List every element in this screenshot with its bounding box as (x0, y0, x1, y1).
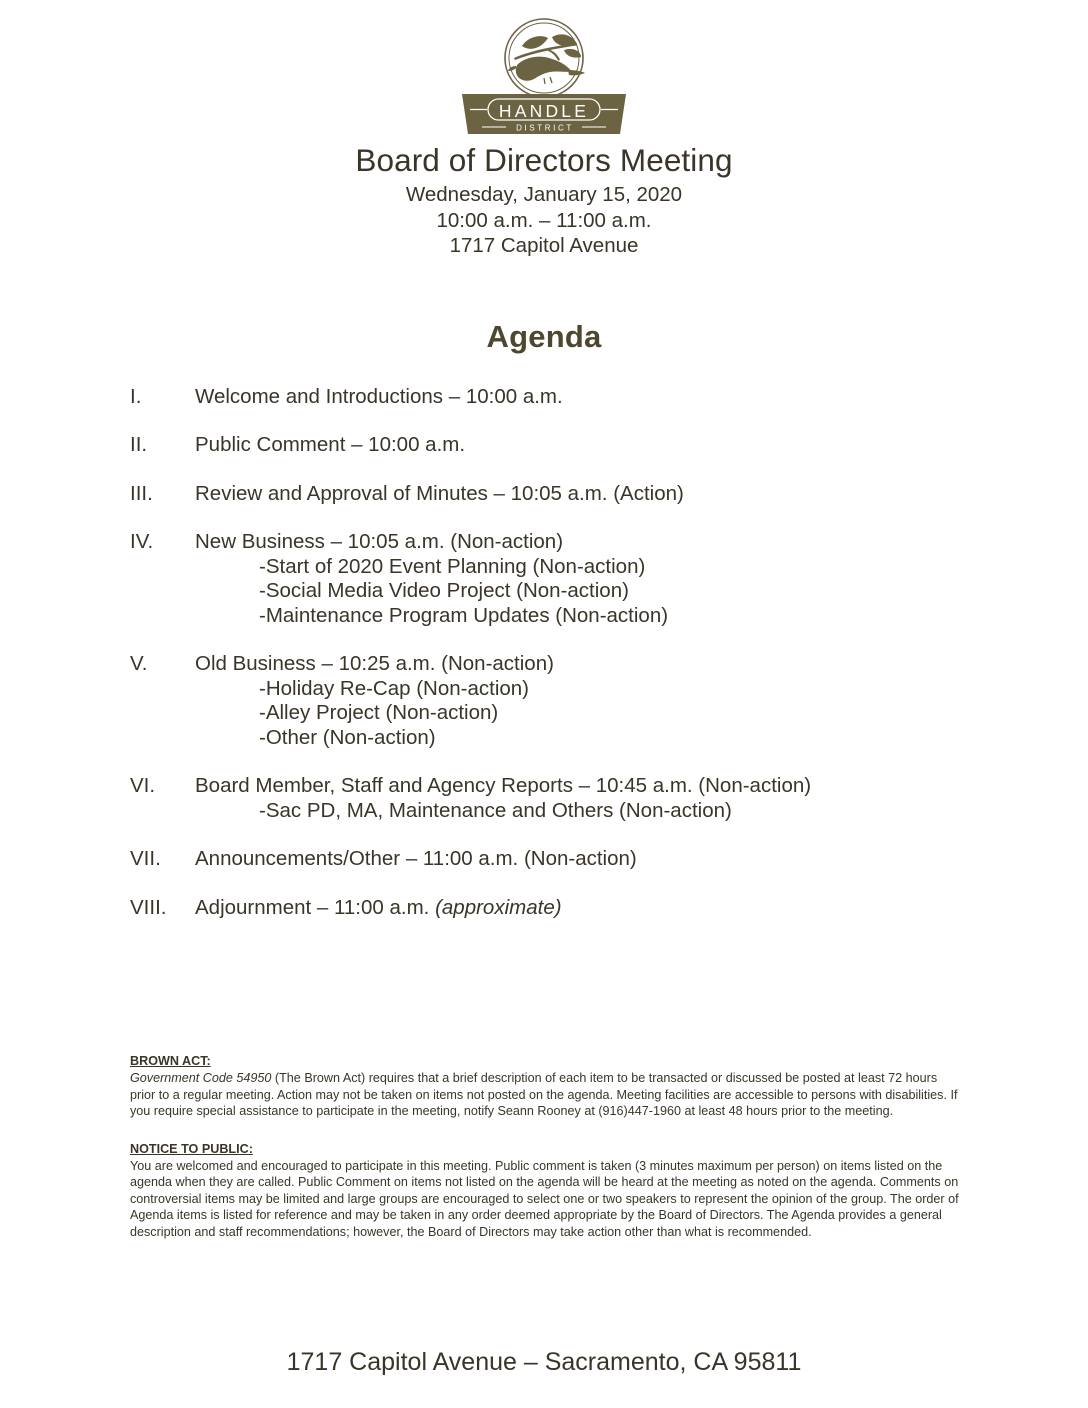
agenda-subitem: -Maintenance Program Updates (Non-action) (259, 603, 669, 627)
notice-to-public-heading: NOTICE TO PUBLIC: (130, 1141, 253, 1156)
meeting-location: 1717 Capitol Avenue (449, 234, 639, 257)
meeting-details (0, 182, 1088, 259)
agenda-item (130, 482, 1028, 507)
bird-on-branch-emblem-icon (444, 16, 644, 138)
agenda-item (130, 774, 1028, 823)
agenda-subitem: -Other (Non-action) (259, 725, 436, 749)
agenda-item (130, 385, 1028, 410)
agenda-subitem: -Sac PD, MA, Maintenance and Others (Non-action) (259, 798, 732, 822)
agenda-item-numeral: II. (130, 433, 148, 456)
meeting-date: Wednesday, January 15, 2020 (405, 183, 683, 206)
agenda-item (130, 530, 1028, 628)
agenda-subitem-list (195, 555, 1028, 629)
brown-act-body: (The Brown Act) requires that a brief description of each item to be transacted or discussed be posted at least 72 hours prior to a regular meeting. Action may not be taken on items not posted on the agenda. Meeting facilities are accessible to persons with disabilities. If you require special assistance to participate in the meeting, notify Seann Rooney at (916)447-1960 at least 48 hours prior to the meeting. (130, 1071, 958, 1119)
brown-act-heading: BROWN ACT: (130, 1054, 211, 1068)
legal-notices (130, 1053, 960, 1240)
agenda-subitem: -Holiday Re-Cap (Non-action) (259, 676, 530, 700)
agenda-item-title: Public Comment – 10:00 a.m. (195, 433, 466, 456)
organization-logo (0, 0, 1088, 136)
agenda-item-title: Old Business – 10:25 a.m. (Non-action) (195, 652, 554, 675)
agenda-subitem: -Alley Project (Non-action) (259, 701, 499, 724)
agenda-subitem: -Social Media Video Project (Non-action) (259, 579, 629, 602)
agenda-item (130, 896, 1028, 921)
logo-banner-word: HANDLE (498, 101, 590, 121)
agenda-item-title: Adjournment – 11:00 a.m. (195, 895, 436, 919)
agenda-item-title: Welcome and Introductions – 10:00 a.m. (195, 384, 563, 408)
agenda-item-numeral: IV. (130, 530, 154, 553)
agenda-heading: Agenda (486, 318, 602, 354)
agenda-item-title: New Business – 10:05 a.m. (Non-action) (195, 530, 564, 553)
agenda-subitem: -Start of 2020 Event Planning (Non-action) (259, 554, 646, 578)
agenda-subitem-list (195, 799, 1028, 824)
agenda-item (130, 433, 1028, 458)
brown-act-block (130, 1053, 960, 1120)
footer-address: 1717 Capitol Avenue – Sacramento, CA 95811 (286, 1348, 802, 1376)
agenda-subitem-list (195, 677, 1028, 751)
agenda-item-title: Announcements/Other – 11:00 a.m. (Non-action) (195, 847, 637, 870)
meeting-time: 10:00 a.m. – 11:00 a.m. (436, 208, 652, 232)
agenda-item-title: Board Member, Staff and Agency Reports – 10:45 a.m. (Non-action) (195, 774, 812, 797)
handle-district-logo-mark (444, 16, 644, 136)
brown-act-code-reference: Government Code 54950 (130, 1071, 272, 1086)
agenda-item-numeral: VII. (130, 847, 161, 870)
brown-act-text (130, 1070, 960, 1119)
agenda-item-numeral: V. (130, 652, 148, 675)
agenda-item-numeral: III. (130, 481, 153, 505)
agenda-item (130, 652, 1028, 750)
agenda-item-numeral: VI. (130, 774, 156, 797)
agenda-item-numeral: I. (130, 384, 142, 408)
agenda-item-title-qualifier: (approximate) (435, 895, 562, 919)
agenda-item (130, 847, 1028, 872)
notice-to-public-block (130, 1141, 960, 1240)
notice-to-public-text: You are welcomed and encouraged to participate in this meeting. Public comment is taken (3 minutes maximum per person) on items listed on the agenda when they are called. Public Comment on items not listed on the agenda will be heard at the meeting as noted on the agenda. Comments on controversial items may be limited and large groups are encouraged to select one or two speakers to represent the opinion of the group. The order of Agenda items is listed for reference and may be taken in any order deemed appropriate by the Board of Directors. The Agenda provides a general description and staff recommendations; however, the Board of Directors may take action other than what is recommended. (130, 1159, 959, 1239)
page-title: Board of Directors Meeting (355, 142, 733, 178)
agenda-list (0, 385, 1088, 921)
logo-banner-subword: DISTRICT (516, 123, 574, 133)
agenda-item-numeral: VIII. (130, 895, 167, 919)
agenda-item-title: Review and Approval of Minutes – 10:05 a.m. (Action) (195, 481, 684, 505)
